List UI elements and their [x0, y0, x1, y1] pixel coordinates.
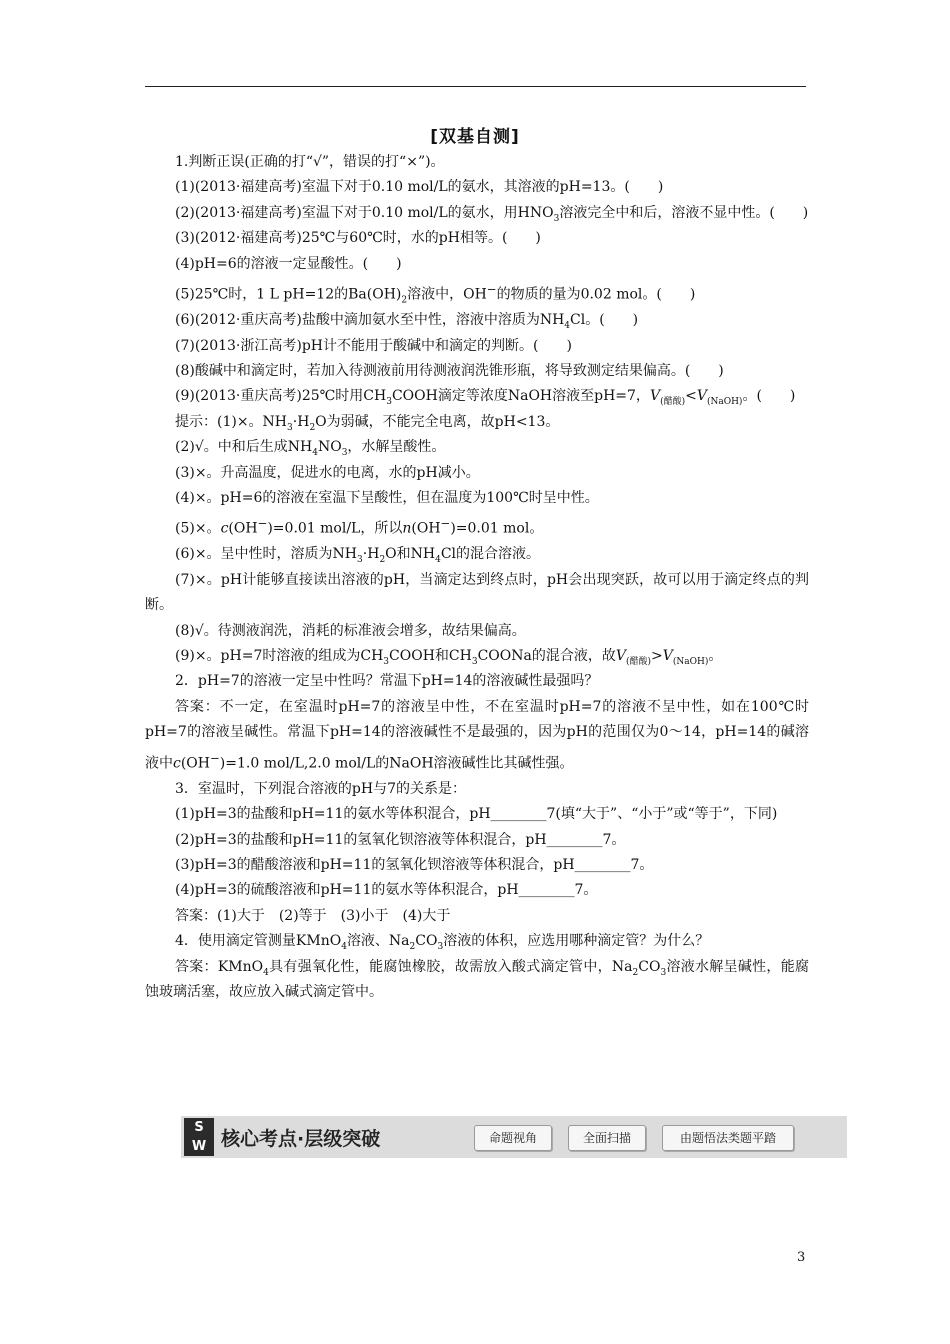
paragraph-line: (6)(2012·重庆高考)盐酸中滴加氨水至中性，溶液中溶质为$NH_4Cl$。( ) [175, 312, 639, 331]
document-body [145, 150, 809, 1005]
paragraph-line: (4)pH=3的硫酸溶液和pH=11的氨水等体积混合，pH________7。 [175, 882, 598, 899]
paragraph-line: (9)×。pH=7时溶液的组成为$CH_3COOH$和$CH_3COONa$的混合液，故$V_{(醋酸)}>V_{(NaOH)}$。 [175, 648, 723, 667]
paragraph-line: (3)(2012·福建高考)25℃与60℃时，水的pH相等。( ) [175, 230, 541, 247]
paragraph-line: (6)×。呈中性时，溶质为$NH_3\cdot H_2O$和$NH_4Cl$的混合溶液。 [175, 546, 541, 566]
paragraph-line: (3)×。升高温度，促进水的电离，水的pH减小。 [175, 464, 480, 481]
top-rule [145, 86, 806, 87]
paragraph-line: 1.判断正误(正确的打“√”，错误的打“×”)。 [175, 154, 445, 170]
paragraph-line: (7)×。pH计能够直接读出溶液的pH，当滴定达到终点时，pH会出现突跃，故可以用于滴定终点的判断。 [145, 571, 809, 614]
paragraph-line: 4．使用滴定管测量KMnO$_4$溶液、$Na_2CO_3$溶液的体积，应选用哪种滴定管？为什么？ [175, 933, 710, 952]
paragraph-line: (2)pH=3的盐酸和pH=11的氢氧化钡溶液等体积混合，pH________7。 [175, 831, 626, 848]
paragraph-line: (7)(2013·浙江高考)pH计不能用于酸碱中和滴定的判断。( ) [175, 337, 572, 354]
tab-youti-wufa[interactable]: 由题悟法类题平踏 [662, 1125, 794, 1151]
paragraph-line: 答案：(1)大于 (2)等于 (3)小于 (4)大于 [175, 907, 451, 924]
paragraph-line: 答案：不一定，在室温时pH=7的溶液呈中性，不在室温时pH=7的溶液不呈中性，如在100℃时pH=7的溶液呈碱性。常温下pH=14的溶液碱性不是最强的，因为pH的范围仅为0～14，pH=14的碱溶液中c(OH−)=1.0 mol/L,2.0 mol/L的NaOH溶液碱性比其碱性强。 [145, 698, 809, 772]
paragraph-line: (2)√。中和后生成$NH_4NO_3$，水解呈酸性。 [175, 439, 446, 458]
paragraph-line: (8)酸碱中和滴定时，若加入待测液前用待测液润洗锥形瓶，将导致测定结果偏高。( ) [175, 362, 724, 379]
paragraph-line: (3)pH=3的醋酸溶液和pH=11的氢氧化钡溶液等体积混合，pH________7。 [175, 856, 654, 873]
tab-quanmian-saomiao[interactable]: 全面扫描 [568, 1125, 646, 1151]
banner-title: 核心考点·层级突破 [221, 1128, 381, 1150]
paragraph-line: (8)√。待测液润洗，消耗的标准液会增多，故结果偏高。 [175, 622, 526, 639]
paragraph-line: 3．室温时，下列混合溶液的pH与7的关系是： [175, 780, 466, 797]
paragraph-line: (9)(2013·重庆高考)25℃时用$CH_3COOH$滴定等浓度NaOH溶液至pH=7，$V_{(醋酸)}<V_{(NaOH)}$。( ) [175, 388, 796, 408]
paragraph-line: 提示：(1)×。$NH_3\cdot H_2O$为弱碱，不能完全电离，故pH<13。 [175, 413, 560, 433]
paragraph-line: (4)pH=6的溶液一定显酸性。( ) [175, 255, 402, 272]
paragraph-line: (4)×。pH=6的溶液在室温下呈酸性，但在温度为100℃时呈中性。 [175, 489, 599, 506]
page-number: 3 [797, 1250, 806, 1265]
paragraph-line: 2．pH=7的溶液一定呈中性吗？常温下pH=14的溶液碱性最强吗？ [175, 673, 599, 690]
section-banner [181, 1116, 847, 1158]
paragraph-line: (1)pH=3的盐酸和pH=11的氨水等体积混合，pH________7(填“大于”、“小于”或“等于”，下同) [175, 806, 778, 823]
paragraph-line: (5)×。c(OH−)=0.01 mol/L，所以n(OH−)=0.01 mol。 [175, 516, 544, 537]
sw-logo-icon: S W [184, 1118, 214, 1156]
paragraph-line: (1)(2013·福建高考)室温下对于0.10 mol/L的氨水，其溶液的pH=13。( ) [175, 179, 664, 196]
tab-mingti-shijiao[interactable]: 命题视角 [474, 1125, 552, 1151]
paragraph-line: (5)25℃时，1 L pH=12的$Ba(OH)_2$溶液中，OH−的物质的量为0.02 mol。( ) [175, 282, 696, 306]
section-heading: [双基自测] [430, 127, 520, 147]
paragraph-line: (2)(2013·福建高考)室温下对于0.10 mol/L的氨水，用$HNO_3$溶液完全中和后，溶液不显中性。( ) [175, 204, 809, 224]
paragraph-line: 答案：KMnO$_4$具有强氧化性，能腐蚀橡胶，故需放入酸式滴定管中，$Na_2CO_3$溶液水解呈碱性，能腐蚀玻璃活塞，故应放入碱式滴定管中。 [145, 958, 809, 1000]
